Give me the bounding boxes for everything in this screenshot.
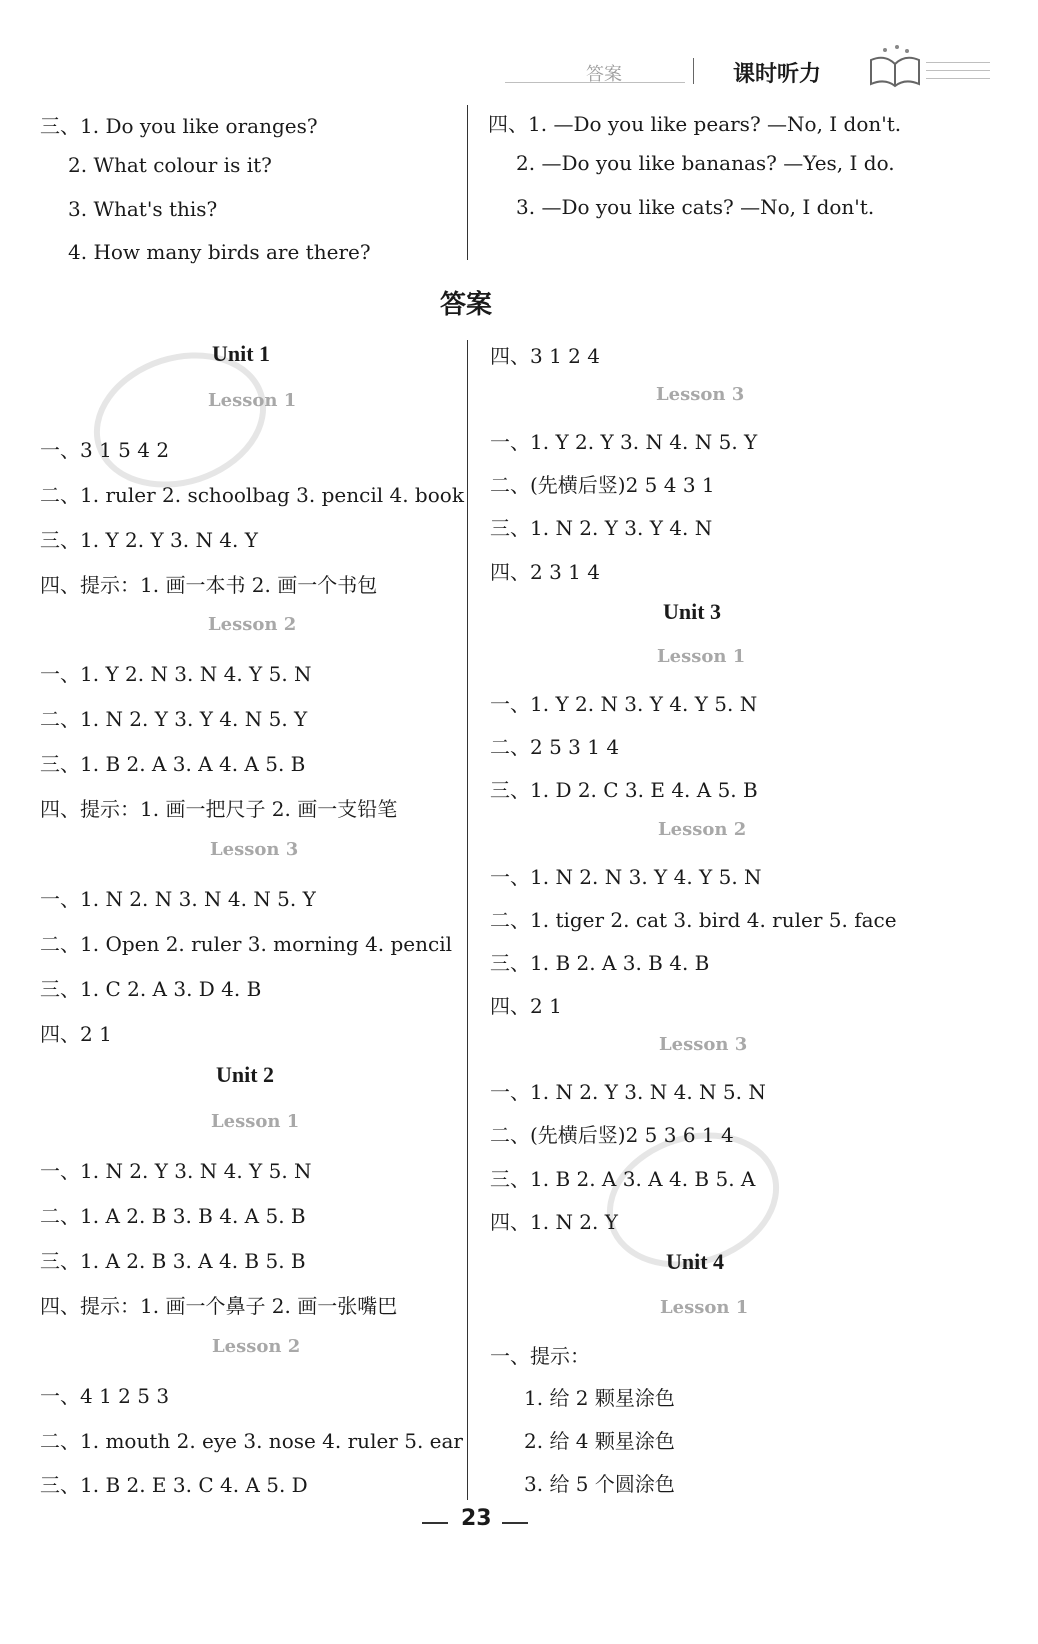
unit-title: Unit 2 (216, 1062, 275, 1087)
lesson-title: Lesson 1 (211, 1111, 300, 1132)
answer-line: 三、1. A 2. B 3. A 4. B 5. B (40, 1249, 306, 1273)
lesson-title: Lesson 1 (660, 1297, 749, 1318)
answer-line: 二、1. ruler 2. schoolbag 3. pencil 4. book (40, 483, 464, 507)
answer-line: 一、1. N 2. Y 3. N 4. N 5. N (490, 1080, 766, 1104)
header-divider (693, 58, 694, 84)
answer-line: 四、3 1 2 4 (490, 344, 600, 368)
lesson-title: Lesson 3 (210, 839, 299, 860)
answer-line: 一、提示： (490, 1344, 590, 1368)
answer-line: 三、1. B 2. E 3. C 4. A 5. D (40, 1473, 308, 1497)
dialogue-line: 2. —Do you like bananas? —Yes, I do. (516, 151, 895, 175)
answer-line: 二、1. tiger 2. cat 3. bird 4. ruler 5. face (490, 908, 897, 932)
page-number: 23 (461, 1506, 492, 1531)
dialogue-line: 四、1. —Do you like pears? —No, I don't. (488, 112, 902, 136)
answer-line: 三、1. Y 2. Y 3. N 4. Y (40, 528, 258, 552)
header-rule-right-2 (926, 70, 990, 71)
question-line: 3. What's this? (68, 197, 218, 221)
lesson-title: Lesson 2 (208, 614, 297, 635)
answer-line: 四、1. N 2. Y (490, 1210, 618, 1234)
answer-line: 一、4 1 2 5 3 (40, 1384, 170, 1408)
question-line: 4. How many birds are there? (68, 240, 371, 264)
unit-title: Unit 1 (212, 341, 271, 366)
lesson-title: Lesson 1 (208, 390, 297, 411)
answer-line: 二、1. A 2. B 3. B 4. A 5. B (40, 1204, 306, 1228)
answer-line: 三、1. D 2. C 3. E 4. A 5. B (490, 778, 758, 802)
watermark-stamp-icon (85, 345, 275, 495)
header-answer-label: 答案 (586, 64, 622, 85)
question-line: 2. What colour is it? (68, 153, 272, 177)
book-logo-icon (865, 42, 925, 90)
answer-line: 四、2 1 (40, 1022, 112, 1046)
header-rule-right-1 (926, 62, 990, 63)
header-rule-right-3 (926, 78, 990, 79)
lesson-title: Lesson 3 (659, 1034, 748, 1055)
answer-line: 一、1. N 2. Y 3. N 4. Y 5. N (40, 1159, 312, 1183)
answer-line: 二、1. N 2. Y 3. Y 4. N 5. Y (40, 707, 308, 731)
column-divider (467, 340, 468, 1500)
header-brand: 课时听力 (733, 62, 822, 87)
answer-line: 四、提示：1. 画一个鼻子 2. 画一张嘴巴 (40, 1294, 398, 1318)
answer-line: 二、1. mouth 2. eye 3. nose 4. ruler 5. ear (40, 1429, 463, 1453)
answer-line: 三、1. B 2. A 3. A 4. B 5. A (490, 1167, 756, 1191)
section-title: 答案 (440, 290, 493, 320)
answer-line: 二、(先横后竖)2 5 3 6 1 4 (490, 1123, 734, 1147)
answer-line: 一、1. Y 2. N 3. Y 4. Y 5. N (490, 692, 758, 716)
lesson-title: Lesson 3 (656, 384, 745, 405)
answer-line: 2. 给 4 颗星涂色 (524, 1429, 675, 1453)
answer-line: 一、1. Y 2. Y 3. N 4. N 5. Y (490, 430, 758, 454)
lesson-title: Lesson 2 (212, 1336, 301, 1357)
unit-title: Unit 3 (663, 599, 722, 624)
answer-line: 一、3 1 5 4 2 (40, 438, 170, 462)
answer-line: 一、1. N 2. N 3. N 4. N 5. Y (40, 887, 316, 911)
answer-line: 三、1. B 2. A 3. B 4. B (490, 951, 710, 975)
top-column-divider (467, 105, 468, 260)
footer-dash-right (502, 1522, 528, 1524)
answer-line: 三、1. N 2. Y 3. Y 4. N (490, 516, 713, 540)
lesson-title: Lesson 1 (657, 646, 746, 667)
answer-line: 二、(先横后竖)2 5 4 3 1 (490, 473, 715, 497)
answer-line: 三、1. B 2. A 3. A 4. A 5. B (40, 752, 306, 776)
answer-line: 三、1. C 2. A 3. D 4. B (40, 977, 262, 1001)
answer-line: 3. 给 5 个圆涂色 (524, 1472, 675, 1496)
footer-dash-left (422, 1522, 448, 1524)
question-line: 三、1. Do you like oranges? (40, 114, 318, 138)
answer-line: 1. 给 2 颗星涂色 (524, 1386, 675, 1410)
answer-line: 二、1. Open 2. ruler 3. morning 4. pencil (40, 932, 453, 956)
answer-line: 二、2 5 3 1 4 (490, 735, 620, 759)
answer-line: 一、1. N 2. N 3. Y 4. Y 5. N (490, 865, 762, 889)
answer-line: 四、2 3 1 4 (490, 560, 600, 584)
answer-line: 一、1. Y 2. N 3. N 4. Y 5. N (40, 662, 312, 686)
answer-line: 四、提示：1. 画一本书 2. 画一个书包 (40, 573, 378, 597)
answer-line: 四、提示：1. 画一把尺子 2. 画一支铅笔 (40, 797, 398, 821)
answer-line: 四、2 1 (490, 994, 562, 1018)
lesson-title: Lesson 2 (658, 819, 747, 840)
unit-title: Unit 4 (666, 1249, 725, 1274)
dialogue-line: 3. —Do you like cats? —No, I don't. (516, 195, 875, 219)
